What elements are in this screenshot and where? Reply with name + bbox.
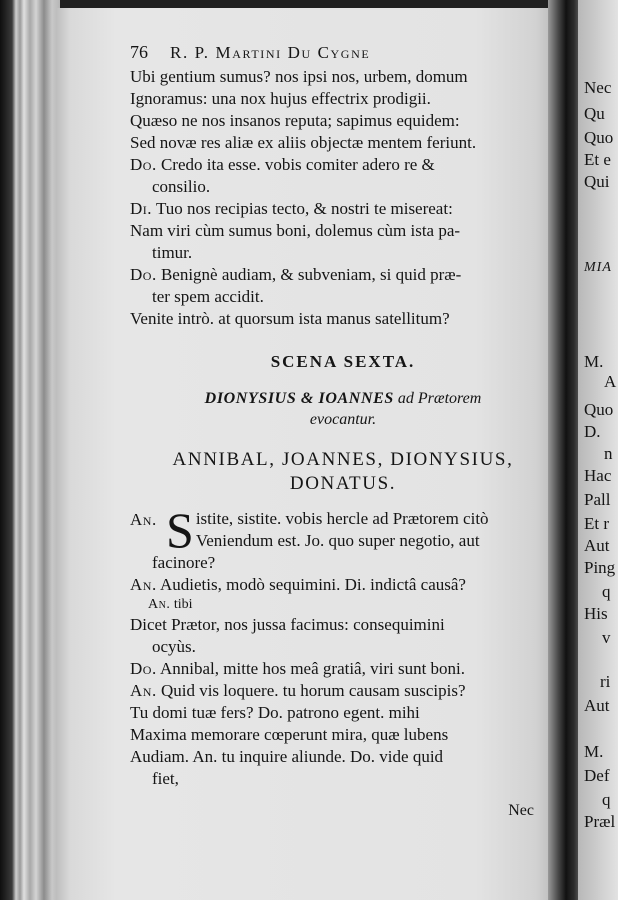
speaker-label: An. [148,597,171,612]
right-fragment: Præl [584,812,616,831]
right-page-fragment [578,0,618,900]
right-fragment: Qu [584,104,605,123]
right-fragment: v [602,628,611,647]
verse-continuation: ocyùs. [152,637,196,656]
stage-direction-text: ad Prætorem [397,390,482,407]
right-fragment: His [584,604,608,623]
opening-speech-lines [196,508,548,552]
opening-speech [130,502,548,558]
verse-line: istite, sistite. vobis hercle ad Prætorem citò [195,509,489,528]
speech-line [130,264,548,286]
right-fragment: D. [584,422,601,441]
right-fragment: ri [600,672,611,691]
cast-line: ANNIBAL, JOANNES, DIONYSIUS, [172,449,514,470]
right-fragment: Quo [584,128,614,147]
right-fragment: Nec [584,78,612,97]
speaker-label: Di. [130,199,153,218]
speech-text: Tuo nos recipias tecto, & nostri te misereat: [155,199,453,218]
verse-continuation: ter spem accidit. [152,287,264,306]
speaker-label: An. [130,510,157,529]
speaker-label: Do. [130,659,157,678]
speech-line [130,658,548,680]
verse-line: Maxima memorare cœperunt mira, quæ lubens [130,725,449,744]
right-fragment: Quo [584,400,614,419]
catchword: Nec [508,802,534,819]
right-fragment: MIA [584,260,612,275]
page-number: 76 [130,42,148,62]
cast-list [138,448,548,496]
split-line [130,596,548,614]
right-fragment: M. [584,742,604,761]
verse-line: Ignoramus: una nox hujus effectrix prodigii. [130,89,431,108]
speaker-label: Do. [130,265,157,284]
stage-direction-names: DIONYSIUS & IOANNES [204,390,394,407]
verse-continuation: fiet, [152,769,179,788]
verse-line: Dicet Prætor, nos jussa facimus: consequimini [130,615,445,634]
scene-title: SCENA SEXTA. [270,352,416,371]
running-head: R. P. Martini Du Cygne [170,43,371,62]
speaker-label: An. [130,681,157,700]
right-fragment: Pall [584,490,611,509]
page-text [130,42,548,820]
verse-line: Sed novæ res aliæ ex aliis objectæ mentem feriunt. [130,133,477,152]
right-fragment: M. [584,352,604,371]
right-fragment: Aut [584,536,610,555]
page-header [130,42,548,66]
cast-line: DONATUS. [289,473,397,494]
right-fragment: Hac [584,466,612,485]
verse-line: Nam viri cùm sumus boni, dolemus cùm ista pa- [130,221,461,240]
speech-text: tibi [173,597,193,612]
right-fragment: Def [584,766,610,785]
speaker-label: An. [130,575,157,594]
verse-continuation: consilio. [152,177,211,196]
drop-cap: S [166,502,194,558]
right-fragment: Ping [584,558,616,577]
speech-text: Benignè audiam, & subveniam, si quid præ- [160,265,462,284]
verse-line: Quæso ne nos insanos reputa; sapimus equidem: [130,111,460,130]
right-fragment: Et r [584,514,610,533]
speech-text: Annibal, mitte hos meâ gratiâ, viri sunt boni. [160,659,466,678]
speaker-label: Do. [130,155,157,174]
right-fragment: Qui [584,172,610,191]
left-page-edges [0,0,60,900]
right-fragment: Aut [584,696,610,715]
verse-line: Tu domi tuæ fers? Do. patrono egent. mihi [130,703,420,722]
verse-line: Veniendum est. Jo. quo super negotio, aut [195,531,480,550]
right-fragment: A [604,372,617,391]
verse-line: Ubi gentium sumus? nos ipsi nos, urbem, domum [130,67,468,86]
verse-line: Audiam. An. tu inquire aliunde. Do. vide quid [130,747,444,766]
speech-line [130,574,548,596]
speech-line [130,680,548,702]
stage-direction [138,388,548,430]
speech-text: Audietis, modò sequimini. Di. indictâ causâ? [160,575,466,594]
verse-continuation: timur. [152,243,193,262]
speech-line [130,198,548,220]
verse-continuation: facinore? [152,553,216,572]
stage-direction-line2: evocantur. [309,411,377,428]
right-fragment: n [604,444,613,463]
speech-text: Quid vis loquere. tu horum causam suscipis? [160,681,466,700]
speech-line [130,154,548,176]
right-fragment: Et e [584,150,611,169]
speech-text: Credo ita esse. vobis comiter adero re & [160,155,435,174]
right-fragment: q [602,790,611,809]
right-fragment: q [602,582,611,601]
verse-line: Venite intrò. at quorsum ista manus satellitum? [130,309,450,328]
